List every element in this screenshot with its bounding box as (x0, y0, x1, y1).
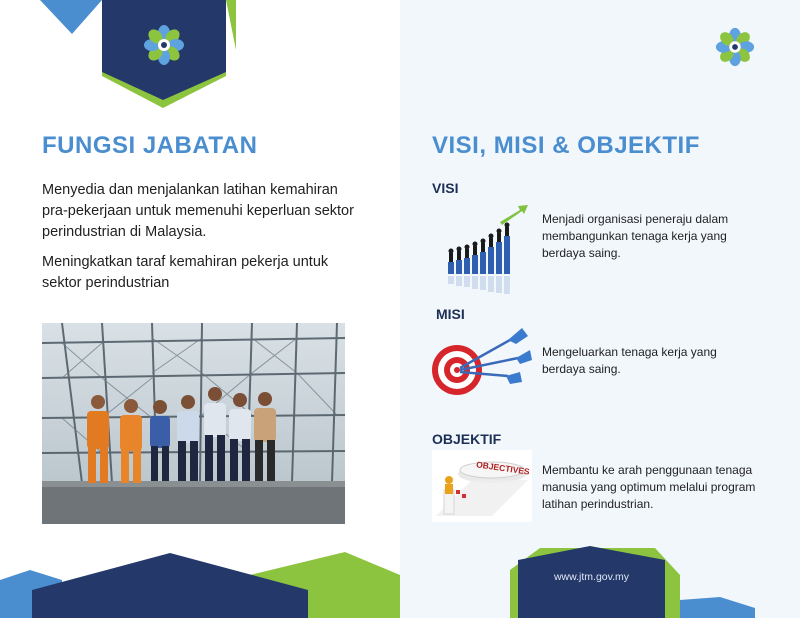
target-darts-icon (430, 322, 534, 400)
objektif-text: Membantu ke arah penggunaan tenaga manusia yang optimum melalui program latihan perindustrian. (542, 463, 756, 511)
objectives-image (432, 450, 532, 522)
misi-heading: MISI (436, 306, 465, 322)
left-title: FUNGSI JABATAN (42, 132, 258, 159)
right-title: VISI, MISI & OBJEKTIF (432, 132, 700, 159)
bottom-navy-shape (32, 553, 308, 618)
top-left-triangle (40, 0, 102, 34)
footer-url-link[interactable]: www.jtm.gov.my (553, 571, 630, 583)
footer-blue-shape (680, 597, 755, 618)
jtm-logo-icon (713, 25, 757, 69)
footer-url-wrap (518, 571, 665, 583)
growth-chart-icon (440, 200, 532, 295)
group-photo (42, 323, 345, 524)
right-panel (400, 0, 800, 618)
misi-text: Mengeluarkan tenaga kerja yang berdaya saing. (542, 345, 717, 376)
top-green-accent (226, 0, 236, 50)
visi-heading: VISI (432, 180, 459, 196)
jtm-logo-icon (141, 22, 187, 68)
function-paragraph-1: Menyedia dan menjalankan latihan kemahiran pra-pekerjaan untuk memenuhi keperluan sektor perindustrian di Malaysia. (42, 182, 354, 240)
visi-text: Menjadi organisasi peneraju dalam membangunkan tenaga kerja yang berdaya saing. (542, 212, 729, 260)
objectives-image-label: OBJECTIVES (475, 459, 531, 477)
function-paragraph-2: Meningkatkan taraf kemahiran pekerja untuk sektor perindustrian (42, 254, 329, 291)
objektif-heading: OBJEKTIF (432, 431, 502, 447)
